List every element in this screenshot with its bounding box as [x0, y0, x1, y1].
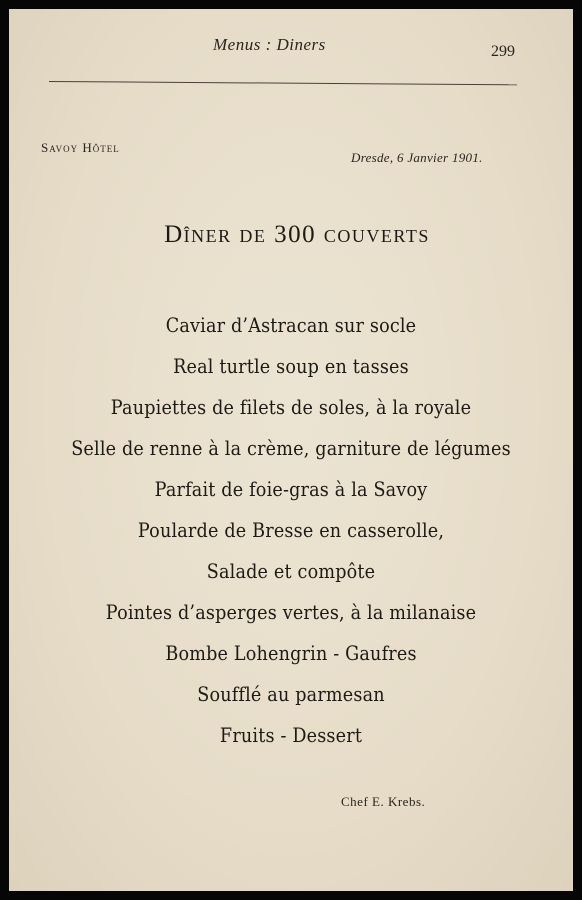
- course-item: Paupiettes de filets de soles, à la royale: [110, 395, 472, 419]
- course-item: Caviar d’Astracan sur socle: [165, 313, 417, 337]
- course-item: Pointes d’asperges vertes, à la milanaise: [105, 600, 477, 624]
- course-list: [9, 305, 573, 756]
- page-number: 299: [491, 43, 515, 60]
- course-item: Selle de renne à la crème, garniture de légumes: [71, 436, 511, 460]
- menu-title: Dîner de 300 couverts: [164, 221, 430, 248]
- header-rule: [49, 81, 517, 85]
- course-item: Bombe Lohengrin - Gaufres: [165, 641, 417, 665]
- course-item: Soufflé au parmesan: [197, 682, 385, 706]
- place-date: Dresde, 6 Janvier 1901.: [351, 150, 483, 165]
- chef-signature: Chef E. Krebs.: [341, 794, 426, 809]
- hotel-name: Savoy Hôtel: [41, 140, 120, 155]
- book-page: [9, 9, 573, 891]
- course-item: Salade et compôte: [206, 559, 376, 583]
- running-head: [9, 35, 573, 65]
- running-title: Menus : Diners: [213, 35, 326, 54]
- course-item: Parfait de foie-gras à la Savoy: [154, 477, 428, 501]
- course-item: Fruits - Dessert: [219, 723, 363, 747]
- course-item: Real turtle soup en tasses: [173, 354, 409, 378]
- course-item: Poularde de Bresse en casserolle,: [137, 518, 445, 542]
